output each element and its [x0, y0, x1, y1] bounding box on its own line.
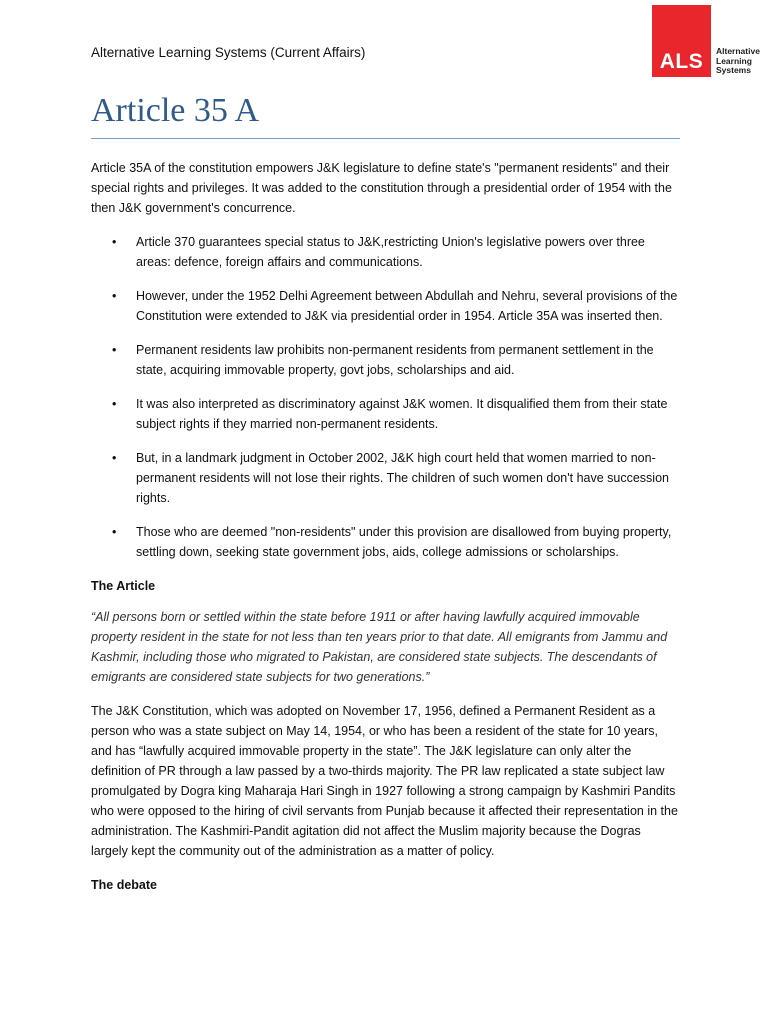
list-item-text: Permanent residents law prohibits non-permanent residents from permanent settlement in the state, acquiring immovable property, govt jobs, scholarships and aid.: [136, 343, 654, 377]
bullet-icon: •: [112, 451, 117, 465]
bullet-icon: •: [112, 235, 117, 249]
intro-paragraph: Article 35A of the constitution empowers J&K legislature to define state's "permanent residents" and their special rights and privileges. It was added to the constitution through a presidential order of 1954 with the then J&K government's concurrence.: [91, 161, 672, 215]
als-logo: [652, 5, 711, 77]
article-body-paragraph: The J&K Constitution, which was adopted on November 17, 1956, defined a Permanent Resident as a person who was a state subject on May 14, 1954, or who has been a resident of the state for 10 years, and has “lawfully acquired immovable property in the state”. The J&K legislature can only alter the definition of PR through a law passed by a two-thirds majority. The PR law replicated a state subject law promulgated by Dogra king Maharaja Hari Singh in 1927 following a strong campaign by Kashmiri Pandits who were opposed to the hiring of civil servants from Punjab because it affected their representation in the administration. The Kashmiri-Pandit agitation did not affect the Muslim majority because the Dogras largely kept the community out of the administration as a matter of policy.: [91, 704, 678, 858]
list-item-text: However, under the 1952 Delhi Agreement between Abdullah and Nehru, several provisions of the Constitution were extended to J&K via presidential order in 1954. Article 35A was inserted then.: [136, 289, 678, 323]
page-title: Article 35 A: [91, 92, 260, 129]
list-item-text: It was also interpreted as discriminatory against J&K women. It disqualified them from their state subject rights if they married non-permanent residents.: [136, 397, 668, 431]
list-item: [91, 522, 681, 562]
section-heading-debate: The debate: [91, 878, 157, 892]
list-item-text: But, in a landmark judgment in October 2002, J&K high court held that women married to non-permanent residents will not lose their rights. The children of such women don't have succession rights.: [136, 451, 669, 505]
list-item: [91, 394, 681, 434]
list-item: [91, 232, 681, 272]
list-item: [91, 448, 681, 508]
bullet-icon: •: [112, 525, 117, 539]
logo-caption: [716, 47, 760, 76]
article-quote: “All persons born or settled within the state before 1911 or after having lawfully acquired immovable property resident in the state for not less than ten years prior to that date. All emigrants from Jammu and Kashmir, including those who migrated to Pakistan, are considered state subjects. The descendants of emigrants are considered state subjects for two generations.”: [91, 610, 668, 684]
section-heading-article: The Article: [91, 579, 156, 593]
document-header: Alternative Learning Systems (Current Affairs): [91, 45, 366, 60]
bullet-list: [91, 232, 681, 562]
document-body: [91, 158, 681, 906]
logo-caption-line: Systems: [716, 65, 751, 75]
list-item-text: Those who are deemed "non-residents" under this provision are disallowed from buying property, settling down, seeking state government jobs, aids, college admissions or scholarships.: [136, 525, 672, 559]
list-item: [91, 340, 681, 380]
logo-caption-line: Learning: [716, 55, 752, 66]
bullet-icon: •: [112, 397, 117, 411]
bullet-icon: •: [112, 343, 117, 357]
logo-mark-text: ALS: [659, 50, 704, 73]
logo-caption-line: Alternative: [716, 46, 760, 56]
list-item: [91, 286, 681, 326]
title-divider: [91, 138, 680, 139]
list-item-text: Article 370 guarantees special status to J&K,restricting Union's legislative powers over three areas: defence, foreign affairs and communications.: [136, 235, 645, 269]
bullet-icon: •: [112, 289, 117, 303]
